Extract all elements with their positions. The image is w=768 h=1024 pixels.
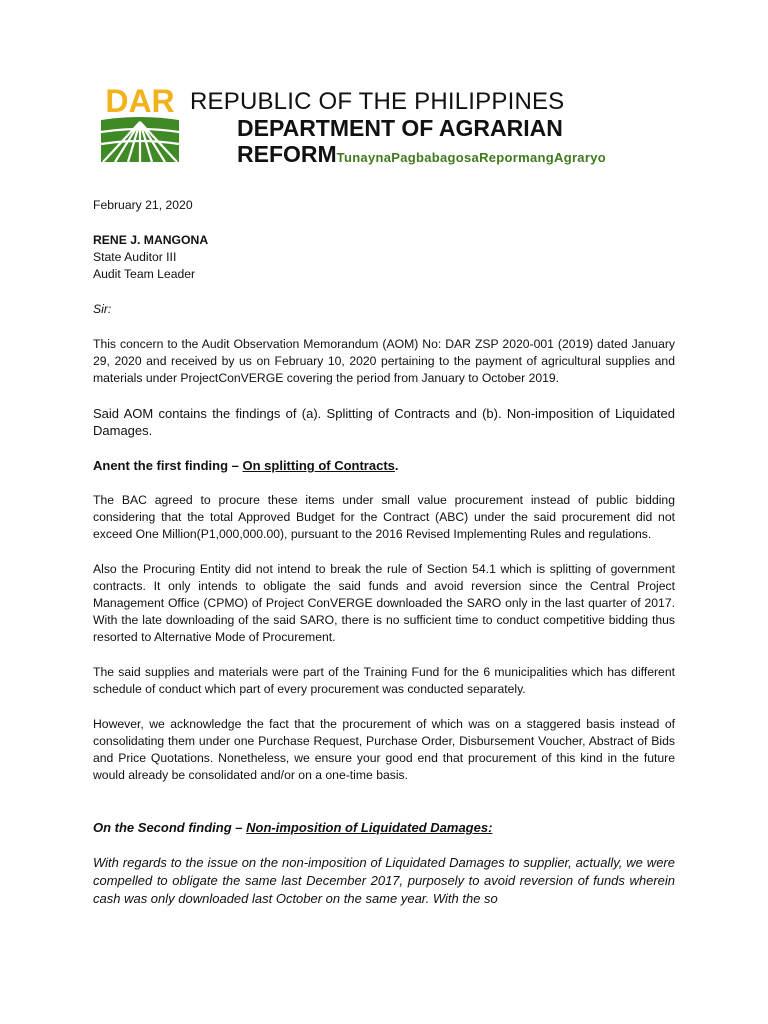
heading-second-finding — [93, 819, 675, 836]
heading-first-finding — [93, 457, 675, 474]
paragraph-aom-findings: Said AOM contains the findings of (a). Splitting of Contracts and (b). Non-imposition of Liquidated Damages. — [93, 406, 675, 438]
paragraph-acknowledgement: However, we acknowledge the fact that the procurement of which was on a staggered basis instead of consolidating them under one Purchase Request, Purchase Order, Disbursement Voucher, Abstract of Bids and Price Quotations. Nonetheless, we ensure your good end that procurement of this kind in the future would already be consolidated and/or on a one-time basis. — [93, 717, 675, 782]
header-reform-line — [237, 141, 606, 168]
header-republic: REPUBLIC OF THE PHILIPPINES — [190, 88, 565, 115]
first-finding-suffix: . — [394, 458, 399, 473]
paragraph-training-fund: The said supplies and materials were part of the Training Fund for the 6 municipalities which has different schedule of conduct which part of every procurement was conducted separately. — [93, 665, 675, 696]
header-department: DEPARTMENT OF AGRARIAN — [237, 115, 563, 141]
paragraph-procuring-entity: Also the Procuring Entity did not intend to break the rule of Section 54.1 which is splitting of government contracts. It only intends to obligate the said funds and avoid reversion since the Central Project Management Office (CPMO) of Project ConVERGE downloaded the SARO only in the last quarter of 2017. With the late downloading of the said SARO, there is no sufficient time to conduct competitive bidding thus resorted to Alternative Mode of Procurement. — [93, 562, 675, 644]
header-reform: REFORM — [237, 141, 337, 167]
recipient-title: State Auditor III — [93, 250, 177, 264]
paragraph-liquidated-damages: With regards to the issue on the non-imposition of Liquidated Damages to supplier, actually, we were compelled to obligate the same last December 2017, purposely to avoid reversion of funds wherein cash was only downloaded last October on the same year. With the so — [93, 855, 675, 906]
header-tagline: TunaynaPagbabagosaRepormangAgraryo — [336, 150, 606, 165]
first-finding-prefix: Anent the first finding – — [93, 458, 243, 473]
svg-text:DAR: DAR — [105, 83, 175, 119]
dar-logo-graphic — [99, 82, 181, 164]
letter-body — [93, 197, 675, 908]
paragraph-aom-reference: This concern to the Audit Observation Memorandum (AOM) No: DAR ZSP 2020-001 (2019) dated January 29, 2020 and received by us on February 10, 2020 pertaining to the payment of agricultural supplies and materials under ProjectConVERGE covering the period from January to October 2019. — [93, 337, 675, 385]
paragraph-bac-procurement: The BAC agreed to procure these items under small value procurement instead of public bidding considering that the total Approved Budget for the Contract (ABC) under the said procurement did not exceed One Million(P1,000,000.00), pursuant to the 2016 Revised Implementing Rules and regulations. — [93, 493, 675, 541]
dar-logo — [99, 82, 181, 164]
salutation: Sir: — [93, 302, 112, 316]
first-finding-title: On splitting of Contracts — [242, 458, 395, 473]
recipient-name: RENE J. MANGONA — [93, 233, 209, 247]
second-finding-prefix: On the Second finding – — [93, 820, 247, 835]
recipient-role: Audit Team Leader — [93, 267, 196, 281]
second-finding-title: Non-imposition of Liquidated Damages: — [246, 820, 493, 835]
letter-date: February 21, 2020 — [93, 198, 193, 212]
